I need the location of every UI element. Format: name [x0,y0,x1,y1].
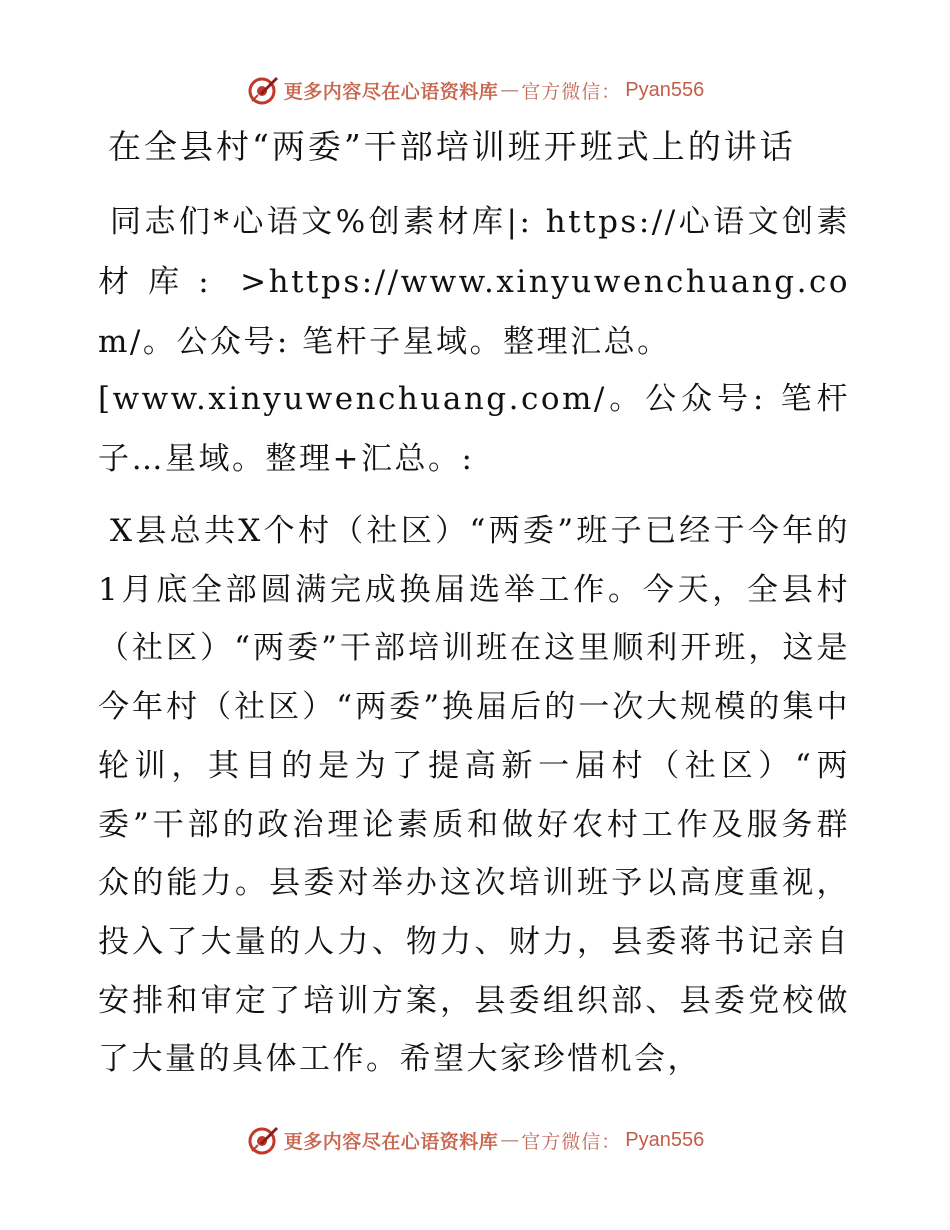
footer-banner [0,1120,950,1160]
header-brand-text: 更多内容尽在心语资料库 [283,80,499,103]
footer-brand-text: 更多内容尽在心语资料库 [283,1130,499,1153]
paragraph-2: [www.xinyuwenchuang.com/。公众号: 笔杆子…星域。整理+汇总。: [98,381,850,477]
footer-official-label: 官方微信： [521,1130,622,1153]
header-wechat-id: Pyan556 [625,78,705,101]
document-title: 在全县村“两委”干部培训班开班式上的讲话 [108,127,796,166]
pen-logo-icon [246,1123,280,1157]
header-separator: — [500,79,520,101]
paragraph-3: X县总共X个村（社区）“两委”班子已经于今年的1月底全部圆满完成换届选举工作。今天，全县村（社区）“两委”干部培训班在这里顺利开班，这是今年村（社区）“两委”换届后的一次大规模的集中轮训，其目的是为了提高新一届村（社区）“两委”干部的政治理论素质和做好农村工作及服务群众的能力。县委对举办这次培训班予以高度重视，投入了大量的人力、物力、财力，县委蒋书记亲自安排和审定了培训方案，县委组织部、县委党校做了大量的具体工作。希望大家珍惜机会， [98,513,850,1078]
paragraph-1: 同志们*心语文%创素材库|: https://心语文创素材库: >https://www.xinyuwenchuang.com/。公众号: 笔杆子星域。整理汇总。 [98,204,850,360]
footer-separator: — [500,1129,520,1151]
pen-logo-icon [246,73,280,107]
header-banner [0,70,950,110]
header-official-label: 官方微信： [521,80,622,103]
footer-wechat-id: Pyan556 [625,1128,705,1151]
